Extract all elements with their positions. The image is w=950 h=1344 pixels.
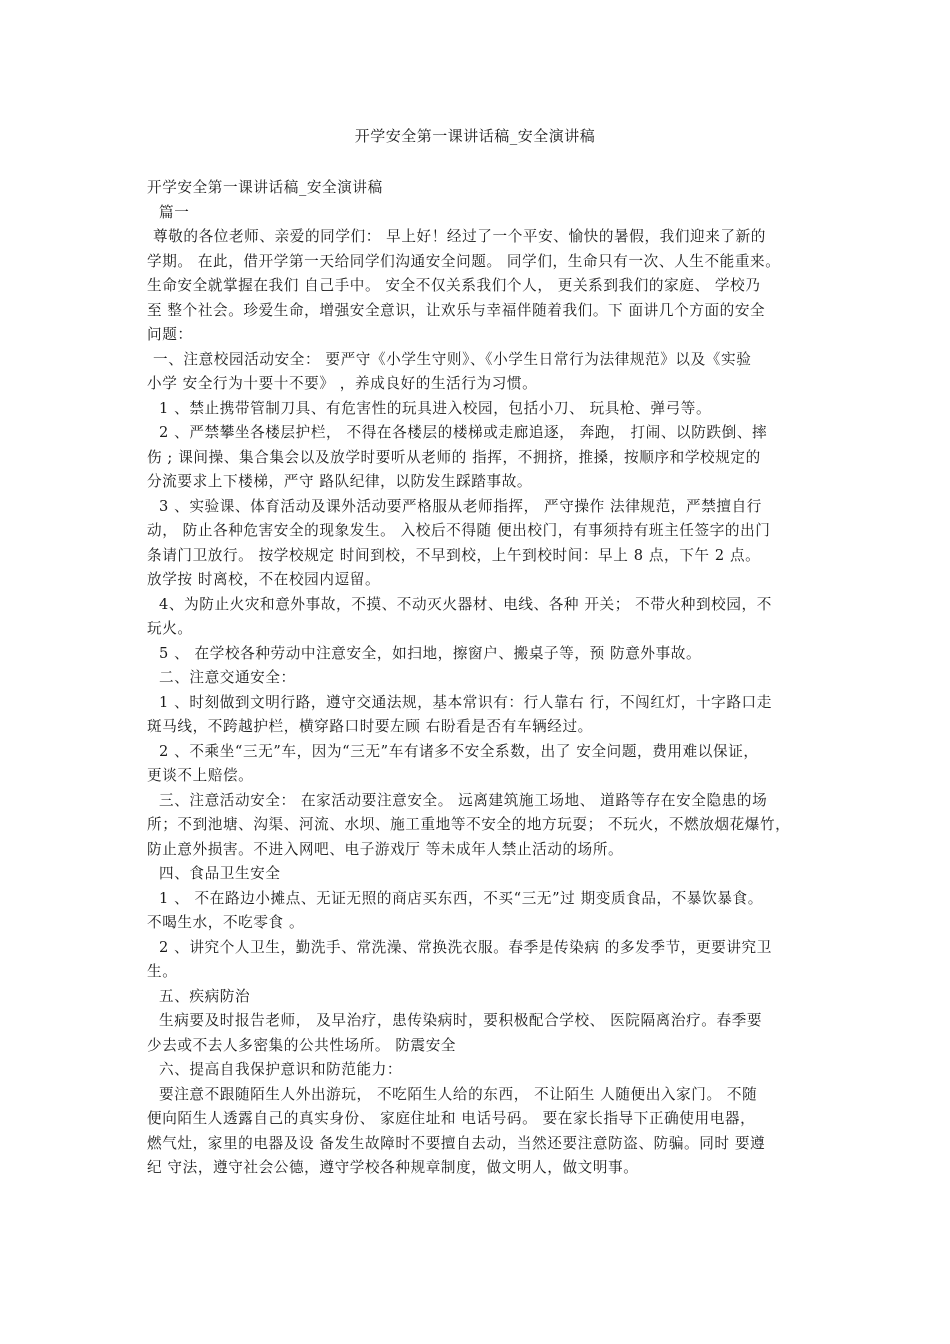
paragraph-line: 三、注意活动安全： 在家活动要注意安全。 远离建筑施工场地、 道路等存在安全隐患的场 — [159, 791, 768, 809]
paragraph-line: 3 、实验课、体育活动及课外活动要严格服从老师指挥， 严守操作 法律规范，严禁擅自行 — [159, 497, 762, 515]
paragraph-line: 小学 安全行为十要十不要》 ，养成良好的生活行为习惯。 — [147, 375, 538, 392]
paragraph-line: 2 、严禁攀坐各楼层护栏， 不得在各楼层的楼梯或走廊追逐， 奔跑， 打闹、以防跌倒、摔 — [159, 424, 768, 441]
paragraph-line: 少去或不去人多密集的公共性场所。 防震安全 — [147, 1036, 457, 1054]
document-title: 开学安全第一课讲话稿_安全演讲稿 — [354, 127, 596, 145]
section-heading: 四、食品卫生安全 — [159, 865, 281, 882]
paragraph-line: 学期。 在此，借开学第一天给同学们沟通安全问题。 同学们，生命只有一次、人生不能重来。 — [147, 252, 781, 270]
paragraph-line: 1 、禁止携带管制刀具、有危害性的玩具进入校园，包括小刀、 玩具枪、弹弓等。 — [159, 399, 712, 417]
paragraph-line: 尊敬的各位老师、亲爱的同学们： 早上好！经过了一个平安、愉快的暑假，我们迎来了新的 — [153, 228, 766, 245]
paragraph-line: 分流要求上下楼梯，严守 路队纪律，以防发生踩踏事故。 — [147, 473, 533, 490]
paragraph-line: 所；不到池塘、沟渠、河流、水坝、施工重地等不安全的地方玩耍； 不玩火，不燃放烟花爆竹， — [147, 816, 791, 833]
paragraph-line: 不喝生水，不吃零食 。 — [147, 914, 305, 931]
paragraph-line: 生。 — [147, 963, 178, 980]
paragraph-line: 斑马线，不跨越护栏，横穿路口时要左顾 右盼看是否有车辆经过。 — [147, 718, 593, 735]
paragraph-line: 2 、讲究个人卫生，勤洗手、常洗澡、常换洗衣服。春季是传染病 的多发季节，更要讲究卫 — [159, 938, 772, 956]
section-label: 篇一 — [159, 203, 190, 221]
paragraph-line: 动， 防止各种危害安全的现象发生。 入校后不得随 便出校门，有事须持有班主任签字的出门 — [147, 522, 771, 539]
section-heading: 六、提高自我保护意识和防范能力： — [159, 1061, 403, 1078]
section-heading: 二、注意交通安全： — [159, 669, 296, 686]
paragraph-line: 更谈不上赔偿。 — [147, 767, 254, 784]
document-body — [147, 176, 817, 1181]
paragraph-line: 条请门卫放行。 按学校规定 时间到校，不早到校，上午到校时间：早上 8 点，下午 2 点。 — [147, 546, 761, 564]
paragraph-line: 燃气灶，家里的电器及设 备发生故障时不要擅自去动，当然还要注意防盗、防骗。同时 要遵 — [147, 1134, 766, 1152]
paragraph-line: 问题： — [147, 326, 193, 343]
paragraph-line: 2 、不乘坐“三无”车，因为“三无”车有诸多不安全系数，出了 安全问题，费用难以保证， — [159, 742, 759, 760]
body-heading: 开学安全第一课讲话稿_安全演讲稿 — [147, 179, 383, 196]
paragraph-line: 放学按 时离校，不在校园内逗留。 — [147, 571, 381, 588]
paragraph-line: 至 整个社会。珍爱生命，增强安全意识，让欢乐与幸福伴随着我们。下 面讲几个方面的安全 — [147, 301, 766, 319]
paragraph-line: 防止意外损害。不进入网吧、电子游戏厅 等未成年人禁止活动的场所。 — [147, 840, 624, 858]
paragraph-line: 要注意不跟随陌生人外出游玩， 不吃陌生人给的东西， 不让陌生 人随便出入家门。 不随 — [159, 1085, 758, 1103]
paragraph-line: 伤 ; 课间操、集合集会以及放学时要听从老师的 指挥，不拥挤，推搡，按顺序和学校规定的 — [147, 448, 761, 466]
paragraph-line: 玩火。 — [147, 620, 193, 637]
paragraph-line: 一、注意校园活动安全： 要严守《小学生守则》、《小学生日常行为法律规范》以及《实验 — [153, 350, 752, 368]
paragraph-line: 便向陌生人透露自己的真实身份、 家庭住址和 电话号码。 要在家长指导下正确使用电器， — [147, 1110, 756, 1127]
section-heading: 五、疾病防治 — [159, 987, 251, 1005]
paragraph-line: 纪 守法，遵守社会公德，遵守学校各种规章制度，做文明人，做文明事。 — [147, 1159, 639, 1176]
paragraph-line: 生病要及时报告老师， 及早治疗，患传染病时，要积极配合学校、 医院隔离治疗。春季要 — [159, 1012, 763, 1029]
paragraph-line: 1 、 不在路边小摊点、无证无照的商店买东西，不买“三无”过 期变质食品，不暴饮暴食。 — [159, 889, 763, 907]
paragraph-line: 4、为防止火灾和意外事故，不摸、不动灭火器材、电线、各种 开关； 不带火种到校园，不 — [159, 595, 772, 613]
paragraph-line: 1 、时刻做到文明行路，遵守交通法规，基本常识有：行人靠右 行，不闯红灯，十字路口走 — [159, 693, 772, 711]
paragraph-line: 生命安全就掌握在我们 自己手中。 安全不仅关系我们个人， 更关系到我们的家庭、 学校乃 — [147, 277, 761, 294]
paragraph-line: 5 、 在学校各种劳动中注意安全，如扫地，擦窗户、搬桌子等，预 防意外事故。 — [159, 644, 702, 662]
